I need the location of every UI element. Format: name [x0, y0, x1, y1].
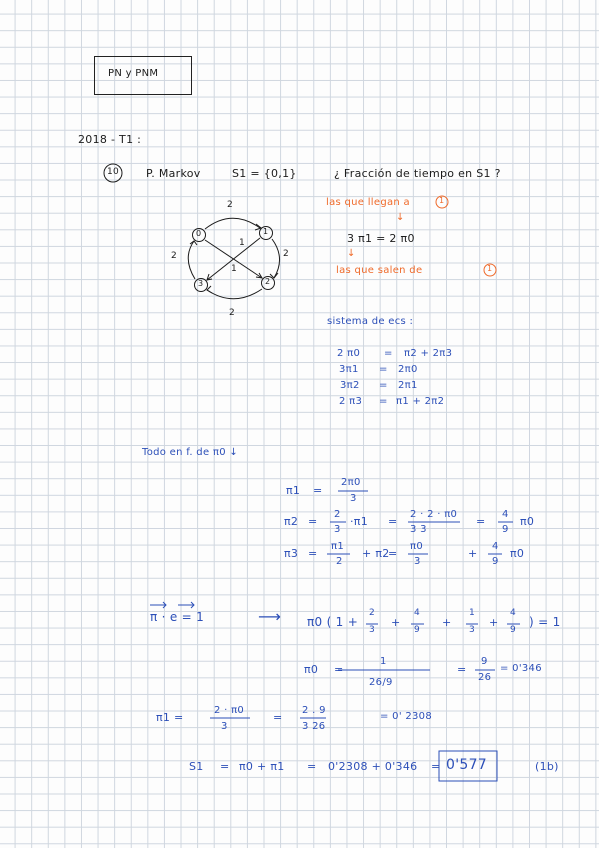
norm-frac-2-num: 4	[414, 608, 421, 618]
pi3-plus2: +	[468, 547, 478, 560]
pi2-res-suffix: π0	[520, 515, 535, 528]
edge-label-top: 2	[227, 200, 234, 210]
problem-question: ¿ Fracción de tiempo en S1 ?	[334, 167, 501, 180]
norm-plus-1: +	[391, 616, 401, 629]
problem-number: 10	[107, 167, 120, 177]
enter-note: las que llegan a	[326, 197, 410, 208]
pi3-lhs: π3	[284, 547, 299, 560]
system-row-3-rhs: 2π1	[398, 380, 418, 391]
pi0-eq2: =	[457, 663, 467, 676]
pi1-eq: =	[313, 484, 323, 497]
norm-open: π0 ( 1 +	[307, 615, 359, 629]
edge-label-bottom: 2	[229, 308, 236, 318]
pi2-coef-num: 2	[334, 509, 341, 520]
leave-arrow: ↓	[347, 248, 356, 259]
process-type: P. Markov	[146, 167, 201, 180]
edge-2-3	[207, 289, 262, 299]
final-values: 0'2308 + 0'346	[328, 760, 418, 773]
norm-frac-2-den: 9	[414, 625, 421, 635]
exam-reference: 2018 - T1 :	[78, 133, 142, 146]
pi3-b-num: π0	[410, 541, 423, 552]
pi2-step-den: 3 3	[410, 524, 427, 535]
final-expr: π0 + π1	[239, 760, 285, 773]
edge-0-1	[205, 218, 260, 229]
pi3-suffix: π0	[510, 547, 525, 560]
system-row-4-lhs: 2 π3	[339, 396, 363, 407]
leave-node: 1	[487, 264, 493, 273]
norm-frac-4-den: 9	[510, 625, 517, 635]
pi0-eq: =	[334, 663, 344, 676]
system-row-2-eq: =	[379, 364, 388, 375]
system-row-1-lhs: 2 π0	[337, 348, 361, 359]
final-eq1: =	[220, 760, 230, 773]
norm-plus-2: +	[442, 616, 452, 629]
final-mark: (1b)	[535, 760, 559, 773]
pi2-lhs: π2	[284, 515, 299, 528]
leave-note: las que salen de	[336, 265, 423, 276]
pi0-num: 1	[380, 656, 387, 667]
system-row-2-lhs: 3π1	[339, 364, 359, 375]
pi0-res-den: 26	[478, 672, 492, 683]
pi2-eq3: =	[476, 515, 486, 528]
node-label-2: 2	[265, 277, 271, 286]
pi3-eq2: =	[388, 547, 398, 560]
norm-arrow: ⟶	[258, 607, 282, 626]
final-eq2: =	[307, 760, 317, 773]
pi0-res-num: 9	[481, 656, 488, 667]
pi1val-num: 2 · π0	[214, 705, 245, 716]
title-text: PN y PNM	[108, 68, 159, 79]
pi1val-lhs: π1 =	[156, 711, 184, 724]
norm-lhs: π · e = 1	[150, 610, 205, 624]
system-row-4-eq: =	[379, 396, 388, 407]
pi0-den: 26/9	[369, 677, 393, 688]
state-set: S1 = {0,1}	[232, 167, 297, 180]
edge-label-diag-a: 1	[239, 238, 246, 248]
pi1val-eq: =	[273, 711, 283, 724]
system-row-3-lhs: 3π2	[340, 380, 360, 391]
norm-close: ) = 1	[529, 615, 561, 629]
pi3-c-den: 9	[492, 556, 499, 567]
edge-1-2	[272, 239, 280, 278]
norm-frac-4-num: 4	[510, 608, 517, 618]
arrow-head-3	[207, 286, 212, 293]
node-label-3: 3	[198, 279, 204, 288]
pi1val-den: 3	[221, 721, 228, 732]
enter-arrow: ↓	[396, 212, 405, 223]
pi1val-step-num: 2 . 9	[302, 705, 326, 716]
system-row-1-rhs: π2 + 2π3	[404, 348, 453, 359]
pi2-eq2: =	[388, 515, 398, 528]
norm-frac-1-den: 3	[369, 625, 376, 635]
pi3-c-num: 4	[492, 541, 499, 552]
pi2-step-num: 2 · 2 · π0	[410, 509, 458, 520]
pi0-approx: = 0'346	[500, 663, 542, 674]
node-label-1: 1	[263, 227, 269, 236]
edge-3-0	[188, 241, 195, 279]
pi3-plus1: + π2	[362, 547, 390, 560]
pi3-a-den: 2	[336, 556, 343, 567]
node-label-0: 0	[196, 229, 202, 238]
system-row-2-rhs: 2π0	[398, 364, 418, 375]
pi2-eq: =	[308, 515, 318, 528]
pi1-num: 2π0	[341, 477, 361, 488]
system-row-1-eq: =	[384, 348, 393, 359]
pi1val-step-den: 3 26	[302, 721, 326, 732]
norm-plus-3: +	[489, 616, 499, 629]
system-heading: sistema de ecs :	[327, 316, 414, 327]
norm-frac-3-num: 1	[469, 608, 476, 618]
edge-label-left: 2	[171, 251, 178, 261]
norm-frac-3-den: 3	[469, 625, 476, 635]
edge-label-right: 2	[283, 249, 290, 259]
final-answer: 0'577	[446, 757, 487, 773]
pi1-lhs: π1	[286, 484, 301, 497]
pi3-a-num: π1	[331, 541, 344, 552]
pi2-mul: ·π1	[350, 515, 369, 528]
final-lhs: S1	[189, 760, 204, 773]
system-row-3-eq: =	[379, 380, 388, 391]
pi1-den: 3	[350, 493, 357, 504]
pi0-lhs: π0	[304, 663, 319, 676]
pi1val-result: = 0' 2308	[380, 711, 432, 722]
edge-label-diag-b: 1	[231, 264, 238, 274]
todo-note: Todo en f. de π0 ↓	[142, 447, 239, 458]
pi2-coef-den: 3	[334, 524, 341, 535]
final-eq3: =	[431, 760, 441, 773]
norm-frac-1-num: 2	[369, 608, 376, 618]
balance-equation: 3 π1 = 2 π0	[347, 232, 415, 245]
pi3-b-den: 3	[414, 556, 421, 567]
arrow-head-0	[190, 241, 197, 245]
pi3-eq: =	[308, 547, 318, 560]
pi2-res-den: 9	[502, 524, 509, 535]
pi2-res-num: 4	[502, 509, 509, 520]
system-row-4-rhs: π1 + 2π2	[396, 396, 445, 407]
enter-node: 1	[439, 196, 445, 205]
